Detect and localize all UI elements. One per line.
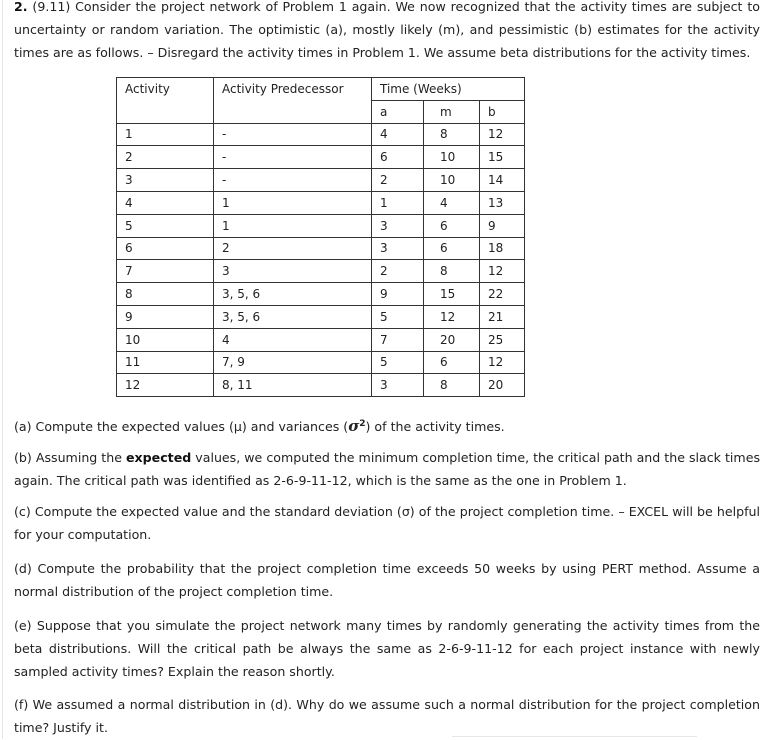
- cell-a: 7: [372, 328, 424, 351]
- table-row: [117, 328, 525, 351]
- table-row: [117, 283, 525, 306]
- cell-m: 10: [424, 146, 480, 169]
- table-row: [117, 260, 525, 283]
- question-d: [14, 558, 760, 604]
- activity-table: [116, 77, 525, 397]
- question-c: [14, 501, 760, 547]
- question-a-text-end: ) of the activity times.: [365, 419, 505, 435]
- cell-a: 1: [372, 191, 424, 214]
- cell-b: 14: [480, 169, 525, 192]
- problem-number: 2.: [14, 0, 28, 14]
- table-row: [117, 305, 525, 328]
- cell-a: 9: [372, 283, 424, 306]
- cell-activity: 6: [117, 237, 214, 260]
- table-row: [117, 374, 525, 397]
- sigma-symbol: σ: [348, 417, 360, 436]
- table-row: [117, 191, 525, 214]
- cell-m: 6: [424, 237, 480, 260]
- cell-b: 22: [480, 283, 525, 306]
- cell-activity: 9: [117, 305, 214, 328]
- header-m: m: [424, 100, 480, 123]
- header-a: a: [372, 100, 424, 123]
- header-predecessor: Activity Predecessor: [214, 78, 372, 124]
- cell-a: 3: [372, 214, 424, 237]
- question-c-text: (c) Compute the expected value and the standard deviation (σ) of the project completion time. – EXCEL will be helpful for your computation.: [14, 504, 760, 542]
- cell-predecessor: -: [214, 146, 372, 169]
- cell-predecessor: 3, 5, 6: [214, 283, 372, 306]
- cell-m: 8: [424, 374, 480, 397]
- problem-intro: [14, 0, 760, 64]
- cell-activity: 8: [117, 283, 214, 306]
- problem-intro-text: (9.11) Consider the project network of Problem 1 again. We now recognized that the activity times are subject to uncertainty or random variation. The optimistic (a), mostly likely (m), and pessimistic (b) estimates for the activity times are as follows. – Disregard the activity times in Problem 1. We assume beta distributions for the activity times.: [14, 0, 760, 60]
- question-d-text: (d) Compute the probability that the project completion time exceeds 50 weeks by using PERT method. Assume a normal distribution of the project completion time.: [14, 561, 760, 599]
- cell-predecessor: 3: [214, 260, 372, 283]
- cell-b: 12: [480, 260, 525, 283]
- table-row: [117, 351, 525, 374]
- cell-m: 15: [424, 283, 480, 306]
- header-activity: Activity: [117, 78, 214, 124]
- question-e-text: (e) Suppose that you simulate the project network many times by randomly generating the activity times from the beta distributions. Will the critical path be always the same as 2-6-9-11-12 for each project instance with newly sampled activity times? Explain the reason shortly.: [14, 618, 760, 679]
- cell-m: 8: [424, 123, 480, 146]
- question-b-text: (b) Assuming the: [14, 450, 126, 465]
- cell-m: 10: [424, 169, 480, 192]
- page-left-border: [2, 0, 3, 739]
- cell-activity: 4: [117, 191, 214, 214]
- cell-a: 4: [372, 123, 424, 146]
- cell-b: 9: [480, 214, 525, 237]
- header-b: b: [480, 100, 525, 123]
- question-f: [14, 694, 760, 740]
- cell-activity: 5: [117, 214, 214, 237]
- cell-b: 13: [480, 191, 525, 214]
- cell-predecessor: 1: [214, 191, 372, 214]
- question-b: [14, 447, 760, 493]
- table-row: [117, 146, 525, 169]
- sigma-exponent: 2: [359, 419, 366, 429]
- cell-activity: 10: [117, 328, 214, 351]
- table-row: [117, 123, 525, 146]
- cell-predecessor: -: [214, 123, 372, 146]
- cell-a: 6: [372, 146, 424, 169]
- cell-a: 3: [372, 237, 424, 260]
- cell-b: 15: [480, 146, 525, 169]
- cell-predecessor: 3, 5, 6: [214, 305, 372, 328]
- cell-a: 3: [372, 374, 424, 397]
- cell-predecessor: 8, 11: [214, 374, 372, 397]
- cell-predecessor: 7, 9: [214, 351, 372, 374]
- cell-predecessor: 2: [214, 237, 372, 260]
- cell-activity: 2: [117, 146, 214, 169]
- table-row: [117, 237, 525, 260]
- cell-m: 20: [424, 328, 480, 351]
- table-row: [117, 214, 525, 237]
- cell-m: 8: [424, 260, 480, 283]
- header-time: Time (Weeks): [372, 78, 525, 101]
- cell-m: 12: [424, 305, 480, 328]
- cell-b: 21: [480, 305, 525, 328]
- page-bottom-border: [452, 736, 697, 737]
- cell-m: 4: [424, 191, 480, 214]
- cell-predecessor: 1: [214, 214, 372, 237]
- question-a: [14, 413, 760, 439]
- cell-activity: 7: [117, 260, 214, 283]
- cell-m: 6: [424, 351, 480, 374]
- cell-a: 2: [372, 169, 424, 192]
- activity-table-body: [117, 123, 525, 397]
- cell-b: 20: [480, 374, 525, 397]
- cell-m: 6: [424, 214, 480, 237]
- cell-b: 18: [480, 237, 525, 260]
- cell-a: 5: [372, 351, 424, 374]
- cell-activity: 1: [117, 123, 214, 146]
- question-b-bold: expected: [126, 450, 192, 465]
- cell-predecessor: -: [214, 169, 372, 192]
- question-a-text: (a) Compute the expected values (μ) and variances (: [14, 419, 349, 435]
- cell-predecessor: 4: [214, 328, 372, 351]
- question-b-text-end: values, we computed the minimum completion time, the critical path and the slack times again. The critical path was identified as 2-6-9-11-12, which is the same as the one in Problem 1.: [14, 450, 761, 488]
- cell-b: 12: [480, 351, 525, 374]
- cell-b: 25: [480, 328, 525, 351]
- question-e: [14, 615, 760, 683]
- question-f-text: (f) We assumed a normal distribution in (d). Why do we assume such a normal distribution for the project completion time? Justify it.: [14, 697, 760, 735]
- cell-b: 12: [480, 123, 525, 146]
- cell-activity: 12: [117, 374, 214, 397]
- cell-a: 5: [372, 305, 424, 328]
- cell-activity: 11: [117, 351, 214, 374]
- cell-a: 2: [372, 260, 424, 283]
- table-row: [117, 169, 525, 192]
- cell-activity: 3: [117, 169, 214, 192]
